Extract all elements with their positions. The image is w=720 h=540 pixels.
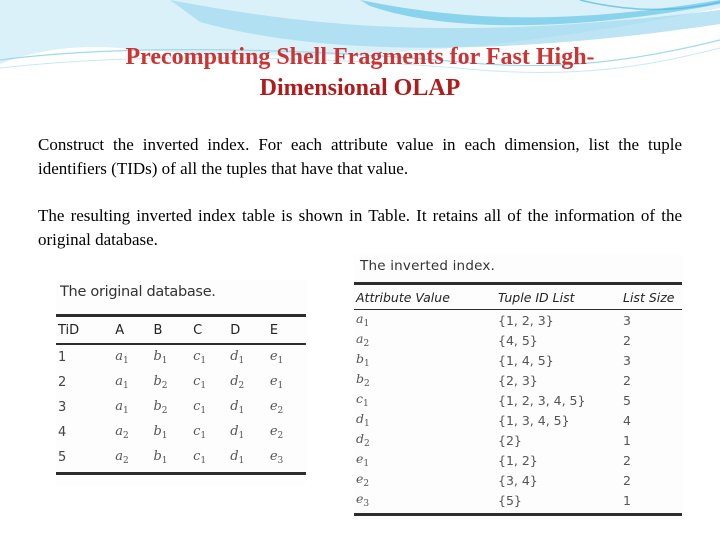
attribute-subscript: 1 [200,431,207,441]
table-cell [228,370,268,395]
list-size-cell: 4 [623,412,631,428]
table-row [56,395,306,420]
attribute-base: d [230,424,239,439]
attribute-subscript: 1 [122,356,129,366]
attribute-base: b [153,374,162,389]
paragraph-inverted-index-intro: Construct the inverted index. For each attribute value in each dimension, list the tuple identifiers (TIDs) of all the tuples that have that value. [38,135,682,178]
original-table-caption: The original database. [60,284,216,300]
table-cell [191,344,228,370]
attribute-base: c [193,449,201,464]
attribute-value-cell [354,330,496,350]
attribute-subscript: 1 [200,406,207,416]
attribute-base: d [230,399,239,414]
attribute-subscript: 1 [363,319,370,329]
table-row [354,410,682,430]
attribute-base: e [269,449,278,464]
table-cell [113,445,151,474]
attribute-subscript: 2 [363,479,370,489]
attribute-subscript: 1 [277,356,284,366]
table-cell [113,370,151,395]
attribute-subscript: 1 [200,456,207,466]
table-cell [191,370,228,395]
attribute-base: d [356,411,365,426]
attribute-base: e [356,491,364,506]
attribute-subscript: 2 [122,431,129,441]
attribute-base: d [230,449,239,464]
inverted-col-header: Tuple ID List [496,284,621,310]
attribute-base: e [356,451,364,466]
paragraph-inverted-index-result: The resulting inverted index table is shown in Table. It retains all of the information of the original database. [38,206,682,249]
table-cell: 2 [58,375,67,390]
slide-title [40,42,680,104]
attribute-base: d [230,349,239,364]
attribute-base: e [269,374,278,389]
attribute-subscript: 1 [238,406,245,416]
table-cell [151,420,191,445]
table-cell [113,420,151,445]
attribute-base: b [153,424,162,439]
attribute-base: b [153,349,162,364]
attribute-subscript: 1 [363,459,370,469]
attribute-value-cell [354,370,496,390]
table-row [56,344,306,370]
inverted-table-caption: The inverted index. [360,258,496,274]
table-cell: 4 [58,425,67,440]
attribute-subscript: 2 [161,381,168,391]
attribute-base: a [115,424,123,439]
attribute-subscript: 1 [364,419,370,429]
tuple-id-list-cell: {1, 2, 3, 4, 5} [498,392,586,408]
table-cell [151,344,191,370]
table-cell [228,395,268,420]
attribute-subscript: 2 [364,379,370,389]
attribute-base: e [356,471,364,486]
list-size-cell: 5 [623,392,631,408]
list-size-cell: 1 [623,432,631,448]
table-cell [228,344,268,370]
attribute-base: a [115,449,123,464]
tuple-id-list-cell: {1, 2} [498,452,538,468]
table-cell [191,420,228,445]
original-col-header: E [268,316,306,345]
attribute-base: b [356,371,365,386]
attribute-subscript: 2 [238,381,245,391]
attribute-subscript: 1 [122,406,129,416]
table-row [354,430,682,450]
tuple-id-list-cell: {1, 3, 4, 5} [498,412,570,428]
title-line-1: Precomputing Shell Fragments for Fast High- [125,44,595,70]
table-cell [268,420,306,445]
table-row [354,350,682,370]
table-row [354,310,682,331]
list-size-cell: 3 [623,312,631,328]
table-cell: 3 [58,400,67,415]
attribute-subscript: 1 [161,356,168,366]
attribute-subscript: 2 [161,406,168,416]
attribute-subscript: 1 [122,381,129,391]
title-line-2: Dimensional OLAP [259,75,461,101]
attribute-base: d [356,431,365,446]
attribute-subscript: 2 [277,431,284,441]
table-cell [151,370,191,395]
inverted-col-header: Attribute Value [354,284,496,310]
attribute-subscript: 1 [161,431,168,441]
attribute-subscript: 3 [363,499,370,509]
tuple-id-list-cell: {1, 4, 5} [498,352,554,368]
attribute-subscript: 2 [364,439,370,449]
tuple-id-list-cell: {5} [496,490,621,515]
attribute-base: c [193,399,201,414]
attribute-subscript: 1 [363,399,369,409]
attribute-subscript: 1 [238,456,245,466]
attribute-base: a [115,399,123,414]
table-cell [268,445,306,474]
attribute-value-cell [354,410,496,430]
attribute-subscript: 1 [238,356,245,366]
list-size-cell: 3 [623,352,631,368]
list-size-cell: 2 [623,332,631,348]
attribute-base: e [269,424,278,439]
attribute-base: d [230,374,239,389]
attribute-base: a [115,374,123,389]
attribute-base: b [356,351,365,366]
attribute-subscript: 3 [277,456,284,466]
table-cell [191,395,228,420]
attribute-subscript: 2 [122,456,129,466]
attribute-value-cell [354,470,496,490]
table-cell: 1 [58,350,67,365]
original-database-table [56,280,306,485]
original-col-header: A [113,316,151,345]
table-row [56,370,306,395]
table-row [354,470,682,490]
attribute-value-cell [354,490,496,515]
table-row [354,390,682,410]
table-cell [228,420,268,445]
attribute-subscript: 1 [238,431,245,441]
table-cell [268,370,306,395]
table-cell [151,445,191,474]
table-cell [268,395,306,420]
attribute-base: b [153,399,162,414]
attribute-base: a [356,331,364,346]
attribute-base: e [269,399,278,414]
attribute-subscript: 2 [363,339,370,349]
original-table-grid [56,314,306,475]
table-cell [113,344,151,370]
table-cell [191,445,228,474]
attribute-value-cell [354,430,496,450]
attribute-value-cell [354,390,496,410]
table-row [354,450,682,470]
attribute-base: e [269,349,278,364]
tuple-id-list-cell: {2, 3} [498,372,538,388]
table-row [56,420,306,445]
tuple-id-list-cell: {4, 5} [498,332,538,348]
list-size-cell: 1 [621,490,682,515]
table-cell [151,395,191,420]
inverted-table-grid [354,282,682,516]
table-row [354,490,682,515]
list-size-cell: 2 [623,372,631,388]
table-cell: 5 [56,445,113,474]
table-cell [228,445,268,474]
attribute-value-cell [354,450,496,470]
attribute-subscript: 1 [200,356,207,366]
attribute-base: a [356,311,364,326]
attribute-subscript: 1 [161,456,168,466]
attribute-base: c [193,424,201,439]
tuple-id-list-cell: {2} [498,432,522,448]
attribute-base: a [115,349,123,364]
table-row [354,330,682,350]
original-col-header: D [228,316,268,345]
attribute-base: b [153,449,162,464]
attribute-base: c [356,391,364,406]
list-size-cell: 2 [623,452,631,468]
table-cell [268,344,306,370]
attribute-subscript: 2 [277,406,284,416]
list-size-cell: 2 [623,472,631,488]
tuple-id-list-cell: {3, 4} [498,472,538,488]
attribute-subscript: 1 [277,381,284,391]
attribute-value-cell [354,310,496,331]
original-col-header: TiD [56,316,113,345]
table-row [56,445,306,474]
table-row [354,370,682,390]
inverted-col-header: List Size [621,284,682,310]
attribute-base: c [193,374,201,389]
original-col-header: B [151,316,191,345]
attribute-base: c [193,349,201,364]
tuple-id-list-cell: {1, 2, 3} [498,312,554,328]
attribute-subscript: 1 [364,359,370,369]
inverted-index-table [354,254,682,514]
table-cell [113,395,151,420]
attribute-value-cell [354,350,496,370]
original-col-header: C [191,316,228,345]
attribute-subscript: 1 [200,381,207,391]
